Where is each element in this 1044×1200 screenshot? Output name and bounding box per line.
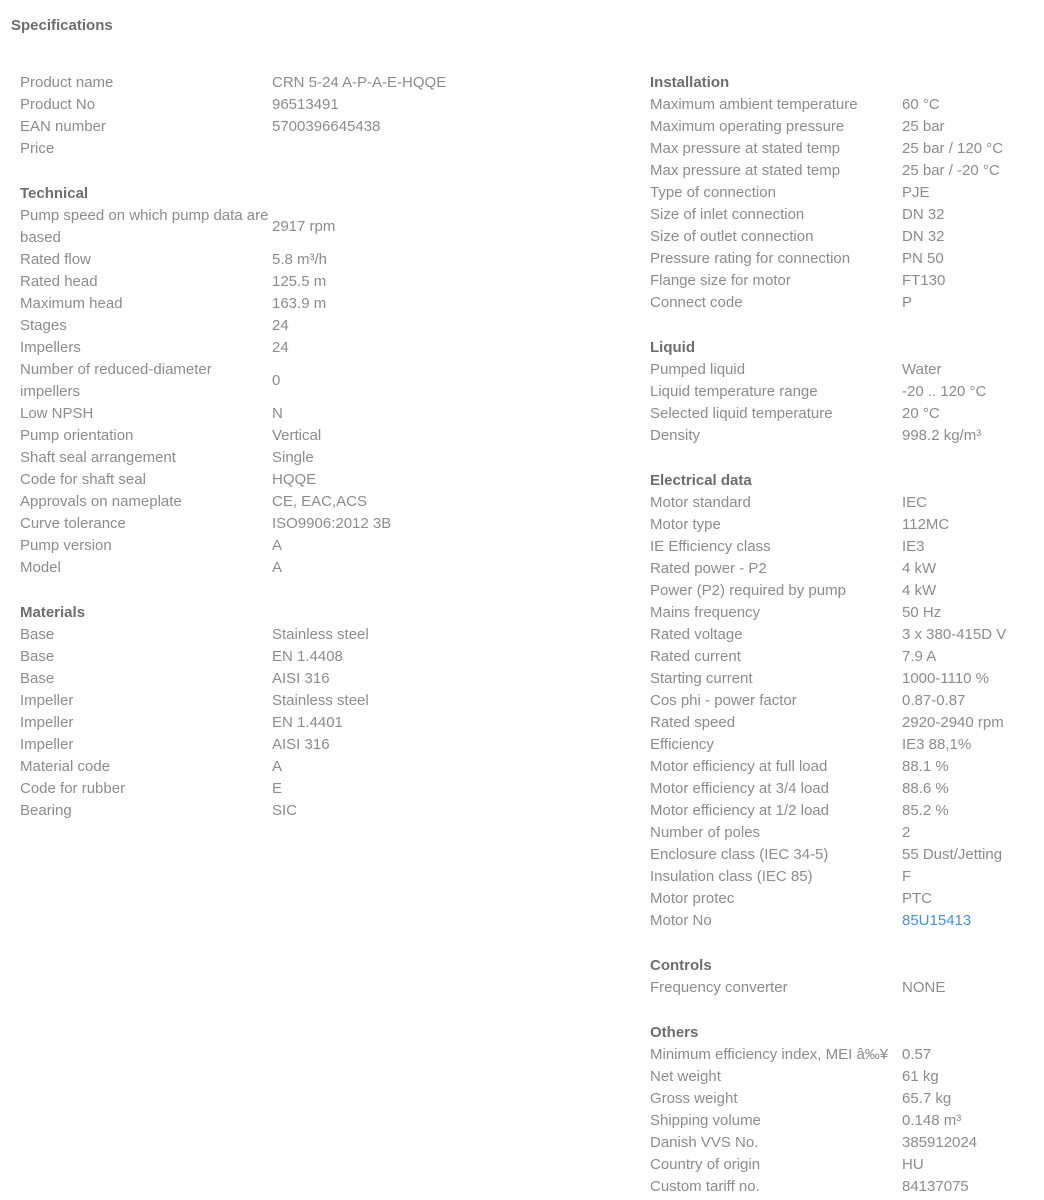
spec-row <box>650 94 1024 116</box>
spec-value: -20 .. 120 °C <box>902 383 987 400</box>
spec-row <box>650 1110 1024 1132</box>
spec-value: 0 <box>272 372 281 389</box>
spec-value: ISO9906:2012 3B <box>272 515 392 532</box>
spec-label: Stages <box>20 317 67 334</box>
spec-row <box>20 469 650 491</box>
spec-label: Motor efficiency at 1/2 load <box>650 802 829 819</box>
spec-row <box>20 535 650 557</box>
spec-label: Country of origin <box>650 1156 761 1173</box>
spec-value: P <box>902 294 913 311</box>
spec-label: Product No <box>20 96 96 113</box>
spec-value: PN 50 <box>902 250 944 267</box>
spec-label: Approvals on nameplate <box>20 493 182 510</box>
spec-value: IE3 <box>902 538 925 555</box>
spec-label: Shaft seal arrangement <box>20 449 176 466</box>
spec-row <box>20 646 650 668</box>
spec-row <box>650 844 1024 866</box>
spec-label: Insulation class (IEC 85) <box>650 868 813 885</box>
spec-label: Maximum operating pressure <box>650 118 845 135</box>
spec-row <box>20 72 650 94</box>
spec-value: HU <box>902 1156 924 1173</box>
spec-label: Rated head <box>20 273 98 290</box>
spec-label: Size of outlet connection <box>650 228 814 245</box>
spec-label: Power (P2) required by pump <box>650 582 846 599</box>
spec-value: 4 kW <box>902 560 937 577</box>
spec-row <box>650 1088 1024 1110</box>
spec-row <box>650 381 1024 403</box>
spec-value: 0.57 <box>902 1046 932 1063</box>
spec-label: Motor type <box>650 516 721 533</box>
spec-value: A <box>272 559 283 576</box>
spec-row <box>650 734 1024 756</box>
spec-value: 5.8 m³/h <box>272 251 328 268</box>
spec-value: 65.7 kg <box>902 1090 952 1107</box>
spec-row <box>650 359 1024 381</box>
spec-label: Type of connection <box>650 184 776 201</box>
spec-label: Liquid temperature range <box>650 383 818 400</box>
spec-value: IEC <box>902 494 928 511</box>
spec-row <box>650 778 1024 800</box>
spec-label: Motor standard <box>650 494 751 511</box>
spec-value: EN 1.4401 <box>272 714 343 731</box>
spec-row <box>650 712 1024 734</box>
spec-value: 85.2 % <box>902 802 949 819</box>
spec-value: AISI 316 <box>272 670 330 687</box>
spec-value: PJE <box>902 184 930 201</box>
spec-row <box>20 668 650 690</box>
spec-label: Mains frequency <box>650 604 761 621</box>
spec-label: Minimum efficiency index, MEI â‰¥ <box>650 1046 889 1063</box>
spec-label: Efficiency <box>650 736 714 753</box>
spec-row <box>650 160 1024 182</box>
spec-label: Rated power - P2 <box>650 560 767 577</box>
spec-row <box>650 888 1024 910</box>
spec-row <box>650 1066 1024 1088</box>
spec-row <box>20 756 650 778</box>
spec-value: 0.148 m³ <box>902 1112 962 1129</box>
spec-value: DN 32 <box>902 206 945 223</box>
spec-value: NONE <box>902 979 946 996</box>
spec-label: Motor protec <box>650 890 735 907</box>
spec-label: Pump orientation <box>20 427 134 444</box>
spec-section-electrical-data <box>650 470 1024 932</box>
spec-value: PTC <box>902 890 932 907</box>
spec-value: 4 kW <box>902 582 937 599</box>
spec-section-liquid <box>650 337 1024 447</box>
spec-label: Danish VVS No. <box>650 1134 759 1151</box>
spec-label: Product name <box>20 74 114 91</box>
spec-row <box>650 558 1024 580</box>
spec-value: 7.9 A <box>902 648 937 665</box>
spec-value: 2 <box>902 824 911 841</box>
spec-label: Low NPSH <box>20 405 94 422</box>
spec-section-installation <box>650 72 1024 314</box>
spec-label: Maximum head <box>20 295 123 312</box>
spec-value: 60 °C <box>902 96 940 113</box>
spec-row <box>650 910 1024 932</box>
spec-label: Max pressure at stated temp <box>650 140 841 157</box>
spec-row <box>650 1044 1024 1066</box>
spec-label: Rated flow <box>20 251 91 268</box>
spec-row <box>20 138 650 160</box>
spec-value: A <box>272 758 283 775</box>
spec-label: Net weight <box>650 1068 721 1085</box>
spec-row <box>650 646 1024 668</box>
spec-row <box>650 580 1024 602</box>
spec-row <box>20 249 650 271</box>
spec-value: 2917 rpm <box>272 218 336 235</box>
spec-label: Impeller <box>20 714 74 731</box>
spec-label: Pump speed on which pump data are based <box>20 207 269 246</box>
spec-value: 61 kg <box>902 1068 939 1085</box>
spec-row <box>20 778 650 800</box>
spec-row <box>650 977 1024 999</box>
spec-label: Frequency converter <box>650 979 788 996</box>
spec-row <box>20 337 650 359</box>
spec-label: Rated speed <box>650 714 736 731</box>
spec-label: Rated voltage <box>650 626 743 643</box>
spec-label: Gross weight <box>650 1090 738 1107</box>
spec-label: Material code <box>20 758 111 775</box>
spec-section-technical <box>20 183 650 579</box>
spec-row <box>20 557 650 579</box>
spec-row <box>650 116 1024 138</box>
spec-row <box>20 403 650 425</box>
spec-row <box>20 94 650 116</box>
spec-row <box>650 1176 1024 1198</box>
spec-value: Stainless steel <box>272 626 369 643</box>
spec-row <box>20 447 650 469</box>
spec-value: SIC <box>272 802 298 819</box>
spec-value: FT130 <box>902 272 946 289</box>
spec-label: Impeller <box>20 692 74 709</box>
spec-value: AISI 316 <box>272 736 330 753</box>
spec-row <box>650 800 1024 822</box>
spec-label: Motor No <box>650 912 712 929</box>
spec-label: Model <box>20 559 61 576</box>
spec-label: Custom tariff no. <box>650 1178 760 1195</box>
spec-value: 24 <box>272 339 289 356</box>
spec-row <box>650 226 1024 248</box>
spec-row <box>650 866 1024 888</box>
spec-value: 88.1 % <box>902 758 949 775</box>
section-header: Installation <box>650 74 730 91</box>
spec-row <box>20 315 650 337</box>
spec-label: Selected liquid temperature <box>650 405 833 422</box>
spec-row <box>20 690 650 712</box>
spec-row <box>650 1154 1024 1176</box>
spec-value: CE, EAC,ACS <box>272 493 368 510</box>
spec-label: Density <box>650 427 701 444</box>
spec-value: EN 1.4408 <box>272 648 343 665</box>
spec-label: Base <box>20 670 55 687</box>
spec-row <box>650 270 1024 292</box>
section-header: Liquid <box>650 339 695 356</box>
right-column <box>650 72 1024 1198</box>
motor-no-link[interactable]: 85U15413 <box>902 912 972 929</box>
spec-label: Motor efficiency at 3/4 load <box>650 780 829 797</box>
spec-row <box>20 271 650 293</box>
spec-label: EAN number <box>20 118 106 135</box>
spec-label: Rated current <box>650 648 741 665</box>
spec-row <box>20 425 650 447</box>
spec-value: 5700396645438 <box>272 118 381 135</box>
spec-label: Price <box>20 140 55 157</box>
spec-label: Flange size for motor <box>650 272 791 289</box>
spec-value: 25 bar / -20 °C <box>902 162 1000 179</box>
spec-label: Base <box>20 626 55 643</box>
spec-value: 125.5 m <box>272 273 327 290</box>
spec-value: 88.6 % <box>902 780 949 797</box>
spec-value: E <box>272 780 283 797</box>
spec-value: 0.87-0.87 <box>902 692 966 709</box>
spec-label: Pressure rating for connection <box>650 250 851 267</box>
spec-label: Pumped liquid <box>650 361 746 378</box>
spec-label: Max pressure at stated temp <box>650 162 841 179</box>
section-header: Materials <box>20 604 86 621</box>
spec-row <box>20 205 650 249</box>
spec-label: Impellers <box>20 339 81 356</box>
spec-label: Size of inlet connection <box>650 206 805 223</box>
spec-row <box>650 602 1024 624</box>
spec-value: F <box>902 868 912 885</box>
spec-row <box>650 822 1024 844</box>
spec-label: Enclosure class (IEC 34-5) <box>650 846 829 863</box>
spec-row <box>650 292 1024 314</box>
spec-value: A <box>272 537 283 554</box>
spec-row <box>650 403 1024 425</box>
left-column <box>0 72 650 822</box>
spec-row <box>20 359 650 403</box>
section-header: Others <box>650 1024 699 1041</box>
spec-value: 25 bar <box>902 118 945 135</box>
spec-value: CRN 5-24 A-P-A-E-HQQE <box>272 74 447 91</box>
spec-value: 385912024 <box>902 1134 978 1151</box>
spec-row <box>20 491 650 513</box>
spec-value: HQQE <box>272 471 317 488</box>
spec-row <box>20 712 650 734</box>
spec-value: 2920-2940 rpm <box>902 714 1004 731</box>
spec-label: Pump version <box>20 537 112 554</box>
spec-label: Bearing <box>20 802 72 819</box>
spec-label: Maximum ambient temperature <box>650 96 858 113</box>
spec-value: 24 <box>272 317 289 334</box>
section-header: Controls <box>650 957 712 974</box>
spec-label: Connect code <box>650 294 743 311</box>
spec-value: 84137075 <box>902 1178 969 1195</box>
spec-label: Motor efficiency at full load <box>650 758 828 775</box>
spec-row <box>650 756 1024 778</box>
spec-value: 3 x 380-415D V <box>902 626 1007 643</box>
spec-value: 96513491 <box>272 96 339 113</box>
spec-row <box>650 204 1024 226</box>
spec-value: Water <box>902 361 942 378</box>
spec-value: N <box>272 405 283 422</box>
spec-row <box>650 536 1024 558</box>
spec-value: 25 bar / 120 °C <box>902 140 1004 157</box>
spec-row <box>20 293 650 315</box>
spec-row <box>650 492 1024 514</box>
spec-columns <box>0 72 1044 1198</box>
spec-row <box>650 624 1024 646</box>
spec-label: Shipping volume <box>650 1112 761 1129</box>
spec-label: Cos phi - power factor <box>650 692 797 709</box>
spec-label: Impeller <box>20 736 74 753</box>
spec-row <box>650 668 1024 690</box>
section-header: Electrical data <box>650 472 752 489</box>
spec-section-materials <box>20 602 650 822</box>
spec-row <box>650 138 1024 160</box>
page-title: Specifications <box>11 17 113 34</box>
spec-label: Code for shaft seal <box>20 471 146 488</box>
spec-row <box>20 513 650 535</box>
spec-row <box>20 116 650 138</box>
spec-value: Vertical <box>272 427 322 444</box>
spec-label: IE Efficiency class <box>650 538 771 555</box>
spec-label: Code for rubber <box>20 780 126 797</box>
section-header: Technical <box>20 185 89 202</box>
spec-label: Number of reduced-diameter impellers <box>20 361 212 400</box>
spec-label: Number of poles <box>650 824 761 841</box>
spec-row <box>650 1132 1024 1154</box>
spec-value: 998.2 kg/m³ <box>902 427 982 444</box>
spec-value: 163.9 m <box>272 295 327 312</box>
spec-value: 1000-1110 % <box>902 670 990 687</box>
spec-section-others <box>650 1022 1024 1198</box>
spec-value: 55 Dust/Jetting <box>902 846 1003 863</box>
spec-label: Starting current <box>650 670 753 687</box>
spec-value: 112MC <box>902 516 950 533</box>
spec-value: Stainless steel <box>272 692 369 709</box>
spec-section-product-info <box>20 72 650 160</box>
spec-value: DN 32 <box>902 228 945 245</box>
spec-label: Curve tolerance <box>20 515 126 532</box>
spec-row <box>650 425 1024 447</box>
spec-row <box>650 690 1024 712</box>
spec-value: Single <box>272 449 314 466</box>
spec-value: IE3 88,1% <box>902 736 972 753</box>
spec-row <box>20 734 650 756</box>
spec-row <box>650 514 1024 536</box>
spec-section-controls <box>650 955 1024 999</box>
spec-row <box>650 182 1024 204</box>
spec-row <box>650 248 1024 270</box>
spec-value: 20 °C <box>902 405 940 422</box>
spec-value: 50 Hz <box>902 604 942 621</box>
spec-row <box>20 800 650 822</box>
spec-row <box>20 624 650 646</box>
spec-label: Base <box>20 648 55 665</box>
